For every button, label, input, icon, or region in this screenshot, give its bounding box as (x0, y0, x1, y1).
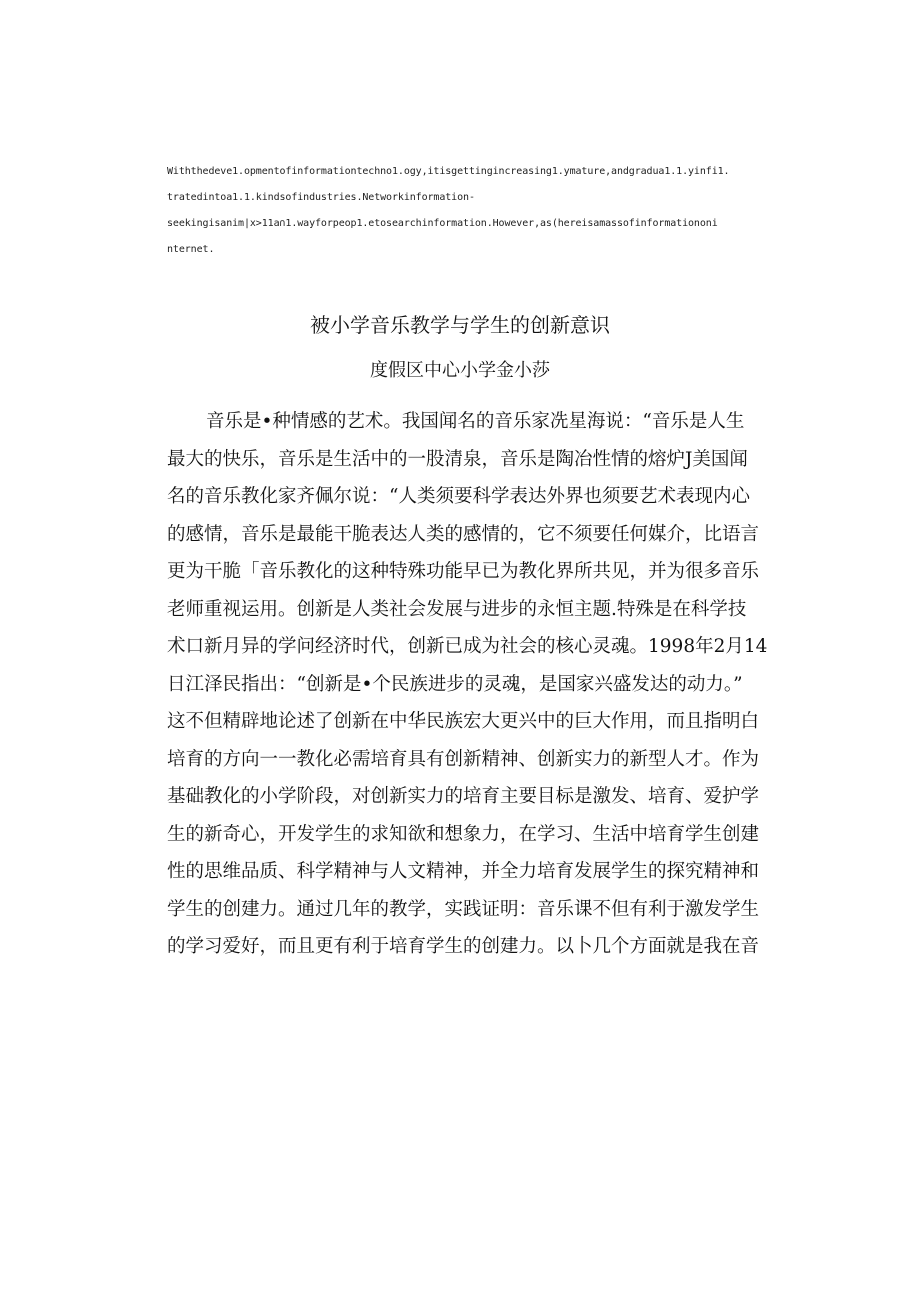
body-line: 培育的方向一一教化必需培育具有创新精神、创新实力的新型人才。作为 (167, 748, 760, 770)
article-author: 度假区中心小学金小莎 (370, 360, 550, 381)
abstract-line: nternet. (167, 244, 215, 255)
body-line: 老师重视运用。创新是人类社会发展与进步的永恒主题.特殊是在科学技 (167, 598, 747, 620)
body-line: 的感情，音乐是最能干脆表达人类的感情的，它不须要任何媒介，比语言 (167, 523, 760, 545)
body-line: 音乐是•种情感的艺术。我国闻名的音乐家冼星海说：“音乐是人生 (206, 411, 745, 432)
article-body (167, 403, 767, 966)
body-line: 生的新奇心，开发学生的求知欲和想象力，在学习、生活中培育学生创建 (167, 823, 760, 845)
body-line: 名的音乐教化家齐佩尔说：“人类须要科学表达外界也须要艺术表现内心 (167, 486, 750, 507)
body-line: 基础教化的小学阶段，对创新实力的培育主要目标是激发、培育、爱护学 (167, 786, 760, 807)
article-title: 被小学音乐教学与学生的创新意识 (310, 313, 610, 337)
body-line: 最大的快乐，音乐是生活中的一股清泉，音乐是陶冶性情的熔炉J美国闻 (167, 448, 748, 470)
body-line: 这不但精辟地论述了创新在中华民族宏大更兴中的巨大作用，而且指明白 (167, 711, 760, 732)
english-abstract (167, 159, 777, 263)
body-line: 的学习爱好，而且更有利于培育学生的创建力。以卜几个方面就是我在音 (167, 936, 760, 957)
body-line: 学生的创建力。通过几年的教学，实践证明：音乐课不但有利于激发学生 (167, 898, 760, 920)
body-line: 术口新月异的学问经济时代，创新已成为社会的核心灵魂。1998年2月14 (167, 636, 767, 657)
body-line: 更为干脆「音乐教化的这种特殊功能早已为教化界所共见，并为很多音乐 (167, 561, 760, 582)
abstract-line: seekingisanim|x>11a∩1.wayforpeop1.etosearchinformation.However,as(hereisamassofinformationoni (167, 218, 718, 229)
body-line: 日江泽民指出：“创新是•个民族进步的灵魂，是国家兴盛发达的动力。” (167, 673, 743, 695)
abstract-line: tratedintoa1.1.kindsofindustries.Networkinformation- (167, 192, 475, 203)
abstract-line: Withthedeve1.opmentofinformationtechno1.ogy,itisgettingincreasing1.ymature,andgradua1.1.yinfi1. (167, 166, 730, 177)
body-line: 性的思维品质、科学精神与人文精神，并全力培育发展学生的探究精神和 (167, 861, 760, 882)
